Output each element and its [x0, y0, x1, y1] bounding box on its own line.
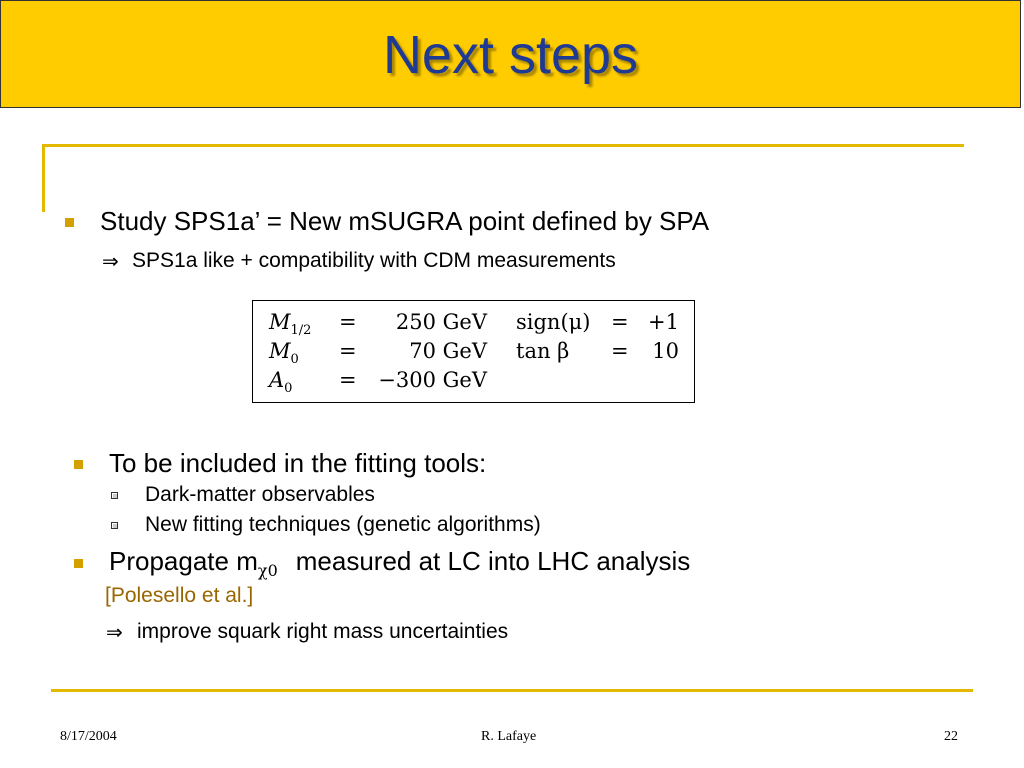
param-m12-equals: =: [339, 310, 357, 334]
bullet-square-icon: [74, 559, 83, 568]
sub-genetic-algorithms: New fitting techniques (genetic algorithms): [145, 513, 541, 536]
content-divider: [42, 144, 964, 147]
bullet-study-sps1a: Study SPS1a’ = New mSUGRA point defined by SPA: [100, 206, 710, 236]
citation-polesello: [Polesello et al.]: [105, 584, 254, 607]
bullet-propagate-mass: Propagate $m_{\chi 0}$ measured at LC into LHC analysis: [109, 546, 691, 581]
footer-author: R. Lafaye: [481, 729, 537, 744]
sub-compatibility: SPS1a like + compatibility with CDM measurements: [132, 249, 616, 272]
bullet-square-icon: [65, 218, 74, 227]
param-sign-mu-value: +1: [648, 310, 679, 334]
param-m0-equals: =: [339, 339, 357, 363]
bullet-square-icon: [74, 460, 83, 469]
param-m12-value: 250 GeV: [395, 310, 487, 334]
sub-dark-matter: Dark-matter observables: [145, 483, 375, 506]
param-tanbeta-value: 10: [652, 339, 679, 363]
sub-bullet-square-icon: [111, 522, 118, 529]
implies-arrow-icon: ⇒: [106, 620, 123, 644]
slide-title: Next steps: [382, 25, 639, 85]
param-tanbeta-label: tan β: [516, 339, 570, 363]
sub-bullet-square-icon: [111, 492, 118, 499]
param-a0-equals: =: [339, 368, 357, 392]
param-m0-label: $M_0$: [269, 339, 299, 368]
param-sign-mu-label: sign(μ): [516, 310, 591, 334]
sub-squark-mass: improve squark right mass uncertainties: [137, 620, 509, 643]
implies-arrow-icon: ⇒: [102, 249, 119, 273]
param-m0-value: 70 GeV: [409, 339, 487, 363]
param-a0-value: −300 GeV: [378, 368, 487, 392]
param-m12-label: $M_{1/2}$: [269, 310, 312, 339]
footer-date: 8/17/2004: [60, 729, 117, 744]
footer-divider: [51, 689, 973, 692]
param-a0-label: $A_0$: [269, 368, 293, 397]
parameter-table: [252, 300, 695, 403]
param-tanbeta-equals: =: [611, 339, 629, 363]
param-sign-mu-equals: =: [611, 310, 629, 334]
footer-page-number: 22: [944, 729, 958, 744]
bullet-fitting-tools: To be included in the fitting tools:: [109, 448, 487, 478]
content-bracket: [42, 144, 45, 212]
